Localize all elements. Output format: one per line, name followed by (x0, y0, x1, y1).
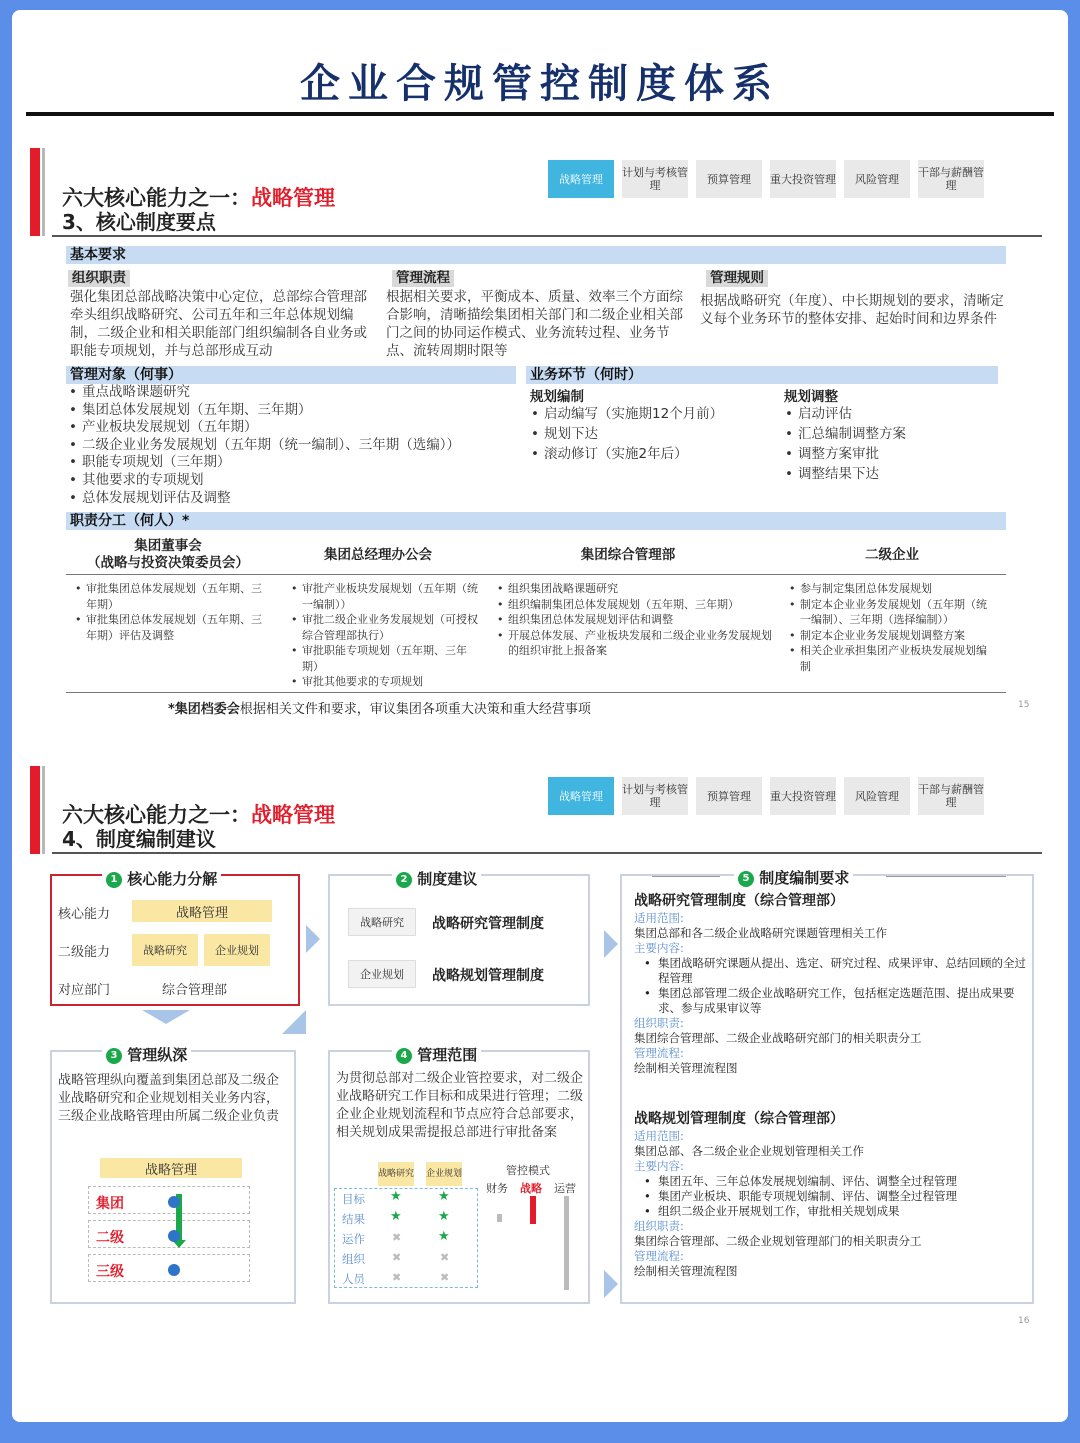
star-icon: ★ (438, 1209, 450, 1224)
cross-icon: ✖ (392, 1271, 402, 1284)
mode-strategy: 战略 (520, 1182, 542, 1195)
list-item: • 开展总体发展、产业板块发展和二级企业业务发展规划的组织审批上报备案 (494, 628, 776, 659)
tab-budget[interactable]: 预算管理 (696, 160, 762, 198)
reqs-system-plan: 战略规划管理制度（综合管理部） 适用范围: 集团总部、各二级企业企业规划管理相关工作 主要内容: • 集团五年、三年总体发展规划编制、评估、调整全过程管理 • 集团产业板块、职能专项规划编制、评估、调整全过程管理 • 组织二级企业开展规划工作，审批相关规划成果 组织职责: 集团综合管理部、二级企业规划管理部门的相关职责分工 管理流程: 绘制相关管理流程图 (634, 1112, 1026, 1279)
duty-head-office: 集团总经理办公会 (324, 547, 432, 563)
tab-investment[interactable]: 重大投资管理 (770, 777, 836, 815)
suggest-tag-plan: 企业规划 (348, 960, 416, 988)
rule-text: 根据战略研究（年度）、中长期规划的要求，清晰定义每个业务环节的整体安排、起始时间和边界条件 (700, 293, 1004, 327)
mode-operation: 运营 (554, 1182, 576, 1195)
duty-list-board (72, 581, 262, 643)
list-item: • 其他要求的专项规划 (66, 472, 460, 490)
list-item: • 制定本企业业务发展规划（五年期（统一编制）、三年期（选择编制）） (786, 597, 996, 628)
depth-dot (168, 1196, 180, 1208)
depth-dot (168, 1230, 180, 1242)
tab-risk[interactable]: 风险管理 (844, 160, 910, 198)
list-item: • 滚动修订（实施2年后） (528, 444, 723, 464)
core-row1-value: 战略管理 (132, 900, 272, 922)
list-item: • 集团产业板块、职能专项规划编制、评估、调整全过程管理 (634, 1189, 1026, 1204)
mode-finance: 财务 (486, 1182, 508, 1195)
tab-budget[interactable]: 预算管理 (696, 777, 762, 815)
duty-note: *集团档委会根据相关文件和要求，审议集团各项重大决策和重大经营事项 (168, 702, 591, 717)
tab-plan[interactable]: 计划与考核管理 (622, 777, 688, 815)
slide2-accent-grey (42, 766, 45, 854)
scope-row-label: 目标 (342, 1192, 365, 1206)
depth-heading: 3 管理纵深 (102, 1044, 191, 1065)
flow-text: 根据相关要求，平衡成本、质量、效率三个方面综合影响，清晰描绘集团相关部门和二级企业相关部门之间的协同运作模式、业务流转过程、业务节点、流转周期时限等 (386, 289, 683, 359)
reqs-heading-line (652, 876, 720, 877)
objects-list (66, 384, 460, 507)
depth-text: 战略管理纵向覆盖到集团总部及二级企业战略研究和企业规划相关业务内容，三级企业战略管理由所属二级企业负责 (58, 1073, 280, 1124)
title-divider (26, 112, 1054, 116)
depth-level-group: 集团 (96, 1196, 124, 1212)
reqs-heading: 5 制度编制要求 (734, 867, 853, 888)
list-item: • 集团五年、三年总体发展规划编制、评估、调整全过程管理 (634, 1174, 1026, 1189)
objects-band: 管理对象（何事） (66, 366, 516, 384)
tab-investment[interactable]: 重大投资管理 (770, 160, 836, 198)
core-row2-b: 企业规划 (204, 934, 270, 966)
core-row2-a: 战略研究 (132, 934, 198, 966)
arrow-right-icon (604, 1270, 618, 1298)
tab-cadre[interactable]: 干部与薪酬管理 (918, 160, 984, 198)
scope-row-label: 人员 (342, 1272, 365, 1286)
list-item: • 审批集团总体发展规划（五年期、三年期）评估及调整 (72, 612, 262, 643)
star-icon: ★ (438, 1229, 450, 1244)
plan-title: 规划编制 (530, 389, 584, 405)
mode-bar-strategy (530, 1196, 536, 1224)
suggest-name-plan: 战略规划管理制度 (432, 968, 544, 984)
document-page (12, 10, 1068, 1422)
list-item: • 重点战略课题研究 (66, 384, 460, 402)
list-item: • 规划下达 (528, 424, 723, 444)
page-number: 16 (1018, 1316, 1030, 1326)
basic-band: 基本要求 (66, 246, 1006, 264)
star-icon: ★ (390, 1189, 402, 1204)
reqs-system-research: 战略研究管理制度（综合管理部） 适用范围: 集团总部和各二级企业战略研究课题管理相关工作 主要内容: • 集团战略研究课题从提出、选定、研究过程、成果评审、总结回顾的全过程管理 • 集团总部管理二级企业战略研究工作，包括框定选题范围、提出成果要求、参与成果审议等 组织职责: 集团综合管理部、二级企业战略研究部门的相关职责分工 管理流程: 绘制相关管理流程图 (634, 894, 1026, 1076)
list-item: • 参与制定集团总体发展规划 (786, 581, 996, 597)
star-icon: ★ (390, 1209, 402, 1224)
arrow-right-icon (604, 930, 618, 958)
scope-row-label: 结果 (342, 1212, 365, 1226)
suggest-heading: 2 制度建议 (392, 868, 481, 889)
slide2-nav-tabs (548, 777, 984, 815)
duty-bottom-line (66, 692, 1006, 693)
depth-level-third: 三级 (96, 1264, 124, 1280)
reqs-heading-line (886, 876, 1006, 877)
cross-icon: ✖ (392, 1231, 402, 1244)
depth-level-second: 二级 (96, 1230, 124, 1246)
slide1-title: 六大核心能力之一：战略管理 (62, 186, 335, 210)
list-item: • 组织集团战略课题研究 (494, 581, 776, 597)
page-number: 15 (1018, 700, 1030, 710)
scope-heading: 4 管理范围 (392, 1044, 481, 1065)
tab-risk[interactable]: 风险管理 (844, 777, 910, 815)
page-title: 企业合规管控制度体系 (300, 61, 780, 107)
scope-col-research: 战略研究 (378, 1162, 414, 1186)
duties-band: 职责分工（何人）* (66, 512, 1006, 530)
adjust-title: 规划调整 (784, 389, 838, 405)
list-item: • 组织二级企业开展规划工作，审批相关规划成果 (634, 1204, 1026, 1219)
arrow-diag-icon (282, 1010, 306, 1034)
list-item: • 职能专项规划（三年期） (66, 454, 460, 472)
depth-dot (168, 1264, 180, 1276)
list-item: • 启动编写（实施期12个月前） (528, 404, 723, 424)
list-item: • 调整方案审批 (782, 444, 906, 464)
scope-text: 为贯彻总部对二级企业管控要求，对二级企业战略研究工作目标和成果进行管理；二级企业企业规划流程和节点应符合总部要求，相关规划成果需提报总部进行审批备案 (336, 1071, 584, 1140)
core-row2-label: 二级能力 (58, 945, 111, 960)
plan-list (528, 404, 723, 464)
duty-list-office (288, 581, 478, 690)
list-item: • 汇总编制调整方案 (782, 424, 906, 444)
cross-icon: ✖ (440, 1251, 450, 1264)
core-row3-label: 对应部门 (58, 983, 111, 998)
duty-head-board: 集团董事会 （战略与投资决策委员会） (87, 538, 249, 571)
adjust-list (782, 404, 906, 484)
slide1-accent-bar (30, 148, 40, 236)
list-item: • 集团总体发展规划（五年期、三年期） (66, 402, 460, 420)
tab-cadre[interactable]: 干部与薪酬管理 (918, 777, 984, 815)
list-item: • 制定本企业业务发展规划调整方案 (786, 628, 996, 644)
depth-bar: 战略管理 (100, 1158, 242, 1178)
org-text: 强化集团总部战略决策中心定位，总部综合管理部牵头组织战略研究、公司五年和三年总体规划编制，二级企业和相关职能部门组织编制各自业务或职能专项规划，并与总部形成互动 (70, 289, 367, 359)
list-item: • 审批其他要求的专项规划 (288, 674, 478, 690)
list-item: • 审批集团总体发展规划（五年期、三年期） (72, 581, 262, 612)
core-row1-label: 核心能力 (58, 907, 111, 922)
list-item: • 集团总部管理二级企业战略研究工作，包括框定选题范围、提出成果要求、参与成果审议等 (634, 986, 1026, 1016)
slide2-accent-bar (30, 766, 40, 854)
tab-strategy[interactable]: 战略管理 (548, 160, 614, 198)
arrow-down-icon (142, 1010, 190, 1024)
mode-title: 管控模式 (506, 1164, 550, 1177)
suggest-tag-research: 战略研究 (348, 908, 416, 936)
list-item: • 产业板块发展规划（五年期） (66, 419, 460, 437)
arrow-right-icon (306, 925, 320, 953)
duty-list-dept (494, 581, 776, 659)
slide1-accent-grey (42, 148, 45, 236)
list-item: • 审批产业板块发展规划（五年期（统一编制）） (288, 581, 478, 612)
cross-icon: ✖ (440, 1271, 450, 1284)
scope-row-label: 运作 (342, 1232, 365, 1246)
list-item: • 调整结果下达 (782, 464, 906, 484)
slide2-subtitle: 4、制度编制建议 (62, 827, 216, 851)
list-item: • 组织集团总体发展规划评估和调整 (494, 612, 776, 628)
core-row3-value: 综合管理部 (162, 983, 228, 998)
list-item: • 审批职能专项规划（五年期、三年期） (288, 643, 478, 674)
list-item: • 二级企业业务发展规划（五年期（统一编制）、三年期（选编）） (66, 437, 460, 455)
list-item: • 相关企业承担集团产业板块发展规划编制 (786, 643, 996, 674)
rule-label: 管理规则 (706, 270, 768, 287)
tab-strategy[interactable]: 战略管理 (548, 777, 614, 815)
list-item: • 集团战略研究课题从提出、选定、研究过程、成果评审、总结回顾的全过程管理 (634, 956, 1026, 986)
slide1-header-line (52, 235, 1042, 237)
star-icon: ★ (438, 1189, 450, 1204)
slide1-subtitle: 3、核心制度要点 (62, 210, 216, 234)
cross-icon: ✖ (392, 1251, 402, 1264)
core-heading: 1 核心能力分解 (102, 868, 221, 889)
duty-head-dept: 集团综合管理部 (580, 547, 676, 563)
duty-head-line (66, 574, 1006, 575)
slide2-header-line (52, 852, 1042, 854)
list-item: • 审批二级企业业务发展规划（可授权综合管理部执行） (288, 612, 478, 643)
slide1-nav-tabs (548, 160, 984, 198)
mode-bar-finance (497, 1214, 502, 1222)
slide2-title: 六大核心能力之一：战略管理 (62, 803, 335, 827)
list-item: • 启动评估 (782, 404, 906, 424)
duty-head-sub: 二级企业 (865, 547, 919, 563)
duty-list-sub (786, 581, 996, 674)
mode-bar-operation (564, 1196, 569, 1290)
scope-col-plan: 企业规划 (426, 1162, 462, 1186)
flow-label: 管理流程 (392, 270, 454, 287)
scope-row-label: 组织 (342, 1252, 365, 1266)
suggest-name-research: 战略研究管理制度 (432, 916, 544, 932)
tab-plan[interactable]: 计划与考核管理 (622, 160, 688, 198)
steps-band: 业务环节（何时） (526, 366, 998, 384)
org-label: 组织职责 (68, 270, 130, 287)
list-item: • 组织编制集团总体发展规划（五年期、三年期） (494, 597, 776, 613)
list-item: • 总体发展规划评估及调整 (66, 490, 460, 508)
